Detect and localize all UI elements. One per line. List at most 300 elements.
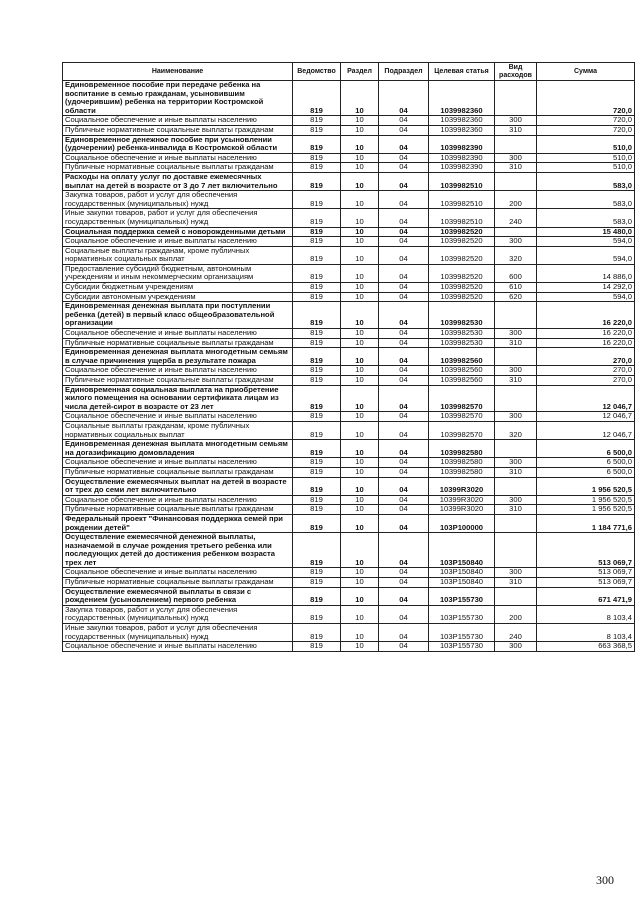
cell-sum: 513 069,7 (537, 578, 635, 588)
cell-section: 10 (341, 385, 379, 412)
cell-section: 10 (341, 624, 379, 642)
cell-subsection: 04 (379, 191, 429, 209)
cell-sum: 12 046,7 (537, 421, 635, 439)
cell-target: 1039982510 (429, 191, 495, 209)
cell-subsection: 04 (379, 135, 429, 153)
cell-name: Публичные нормативные социальные выплаты гражданам (63, 505, 293, 515)
cell-target: 103P150840 (429, 533, 495, 568)
cell-target: 1039982530 (429, 302, 495, 329)
cell-subsection: 04 (379, 458, 429, 468)
table-row (63, 329, 635, 339)
cell-kind (495, 477, 537, 495)
cell-section: 10 (341, 642, 379, 652)
cell-section: 10 (341, 568, 379, 578)
cell-subsection: 04 (379, 477, 429, 495)
cell-dept: 819 (293, 116, 341, 126)
cell-sum: 720,0 (537, 125, 635, 135)
cell-subsection: 04 (379, 568, 429, 578)
cell-section: 10 (341, 366, 379, 376)
cell-target: 1039982390 (429, 153, 495, 163)
cell-dept: 819 (293, 376, 341, 386)
cell-section: 10 (341, 125, 379, 135)
cell-target: 1039982520 (429, 246, 495, 264)
cell-kind (495, 135, 537, 153)
cell-target: 1039982360 (429, 116, 495, 126)
cell-kind (495, 302, 537, 329)
cell-name: Единовременная денежная выплата при поступлении ребенка (детей) в первый класс общеобразовательной организации (63, 302, 293, 329)
cell-name: Осуществление ежемесячных выплат на детей в возрасте от трех до семи лет включительно (63, 477, 293, 495)
cell-target: 1039982390 (429, 163, 495, 173)
cell-dept: 819 (293, 283, 341, 293)
page-number: 300 (596, 873, 614, 887)
cell-sum: 8 103,4 (537, 605, 635, 623)
cell-name: Единовременное пособие при передаче ребенка на воспитание в семью гражданам, усыновившим (удочерившим) ребенка на территории Костромской области (63, 81, 293, 116)
cell-name: Социальное обеспечение и иные выплаты населению (63, 495, 293, 505)
cell-sum: 1 956 520,5 (537, 505, 635, 515)
cell-kind: 300 (495, 412, 537, 422)
cell-dept: 819 (293, 578, 341, 588)
cell-dept: 819 (293, 302, 341, 329)
cell-section: 10 (341, 292, 379, 302)
cell-subsection: 04 (379, 172, 429, 190)
cell-sum: 1 956 520,5 (537, 495, 635, 505)
cell-kind: 300 (495, 237, 537, 247)
cell-name: Закупка товаров, работ и услуг для обеспечения государственных (муниципальных) нужд (63, 605, 293, 623)
cell-section: 10 (341, 153, 379, 163)
cell-kind: 320 (495, 421, 537, 439)
cell-section: 10 (341, 302, 379, 329)
cell-dept: 819 (293, 172, 341, 190)
cell-kind: 300 (495, 153, 537, 163)
cell-sum: 14 292,0 (537, 283, 635, 293)
cell-subsection: 04 (379, 495, 429, 505)
cell-target: 1039982390 (429, 135, 495, 153)
cell-sum: 720,0 (537, 116, 635, 126)
cell-sum: 594,0 (537, 237, 635, 247)
cell-dept: 819 (293, 292, 341, 302)
cell-kind (495, 587, 537, 605)
cell-subsection: 04 (379, 329, 429, 339)
cell-target: 1039982520 (429, 292, 495, 302)
cell-sum: 8 103,4 (537, 624, 635, 642)
cell-target: 1039982560 (429, 366, 495, 376)
cell-target: 1039982570 (429, 421, 495, 439)
cell-kind (495, 172, 537, 190)
cell-section: 10 (341, 209, 379, 227)
cell-name: Публичные нормативные социальные выплаты гражданам (63, 125, 293, 135)
table-row (63, 440, 635, 458)
cell-name: Публичные нормативные социальные выплаты гражданам (63, 578, 293, 588)
cell-sum: 671 471,9 (537, 587, 635, 605)
cell-name: Публичные нормативные социальные выплаты гражданам (63, 163, 293, 173)
cell-dept: 819 (293, 458, 341, 468)
cell-kind (495, 440, 537, 458)
cell-section: 10 (341, 246, 379, 264)
cell-dept: 819 (293, 495, 341, 505)
cell-dept: 819 (293, 135, 341, 153)
cell-target: 1039982520 (429, 227, 495, 237)
table-row (63, 533, 635, 568)
cell-name: Социальные выплаты гражданам, кроме публичных нормативных социальных выплат (63, 246, 293, 264)
cell-kind: 300 (495, 116, 537, 126)
cell-sum: 12 046,7 (537, 412, 635, 422)
cell-sum: 583,0 (537, 172, 635, 190)
cell-subsection: 04 (379, 366, 429, 376)
cell-target: 103P150840 (429, 568, 495, 578)
cell-subsection: 04 (379, 421, 429, 439)
cell-section: 10 (341, 587, 379, 605)
cell-subsection: 04 (379, 385, 429, 412)
table-row (63, 477, 635, 495)
cell-sum: 270,0 (537, 348, 635, 366)
cell-name: Субсидии бюджетным учреждениям (63, 283, 293, 293)
cell-sum: 583,0 (537, 209, 635, 227)
cell-section: 10 (341, 81, 379, 116)
cell-sum: 14 886,0 (537, 264, 635, 282)
header-section: Раздел (341, 63, 379, 81)
cell-name: Осуществление ежемесячной денежной выплаты, назначаемой в случае рождения третьего ребенка или последующих детей до достижения ребенком возраста трех лет (63, 533, 293, 568)
cell-kind (495, 533, 537, 568)
table-row (63, 376, 635, 386)
cell-target: 1039982530 (429, 338, 495, 348)
cell-sum: 663 368,5 (537, 642, 635, 652)
table-row (63, 81, 635, 116)
cell-subsection: 04 (379, 116, 429, 126)
cell-subsection: 04 (379, 412, 429, 422)
cell-sum: 16 220,0 (537, 302, 635, 329)
cell-name: Социальное обеспечение и иные выплаты населению (63, 237, 293, 247)
cell-kind: 310 (495, 376, 537, 386)
cell-name: Социальное обеспечение и иные выплаты населению (63, 458, 293, 468)
cell-target: 1039982580 (429, 467, 495, 477)
cell-sum: 510,0 (537, 153, 635, 163)
cell-section: 10 (341, 421, 379, 439)
cell-subsection: 04 (379, 81, 429, 116)
cell-dept: 819 (293, 412, 341, 422)
table-row (63, 605, 635, 623)
cell-sum: 1 956 520,5 (537, 477, 635, 495)
cell-dept: 819 (293, 477, 341, 495)
table-row (63, 624, 635, 642)
table-row (63, 467, 635, 477)
cell-name: Единовременная денежная выплата многодетным семьям на догазификацию домовладения (63, 440, 293, 458)
cell-name: Публичные нормативные социальные выплаты гражданам (63, 338, 293, 348)
cell-subsection: 04 (379, 587, 429, 605)
cell-kind: 200 (495, 605, 537, 623)
cell-sum: 510,0 (537, 163, 635, 173)
cell-target: 103P155730 (429, 642, 495, 652)
cell-subsection: 04 (379, 376, 429, 386)
cell-dept: 819 (293, 605, 341, 623)
cell-subsection: 04 (379, 292, 429, 302)
cell-target: 10399R3020 (429, 477, 495, 495)
cell-kind (495, 385, 537, 412)
table-row (63, 172, 635, 190)
cell-subsection: 04 (379, 302, 429, 329)
cell-dept: 819 (293, 338, 341, 348)
table-body (63, 81, 635, 652)
cell-target: 1039982510 (429, 209, 495, 227)
cell-target: 10399R3020 (429, 505, 495, 515)
cell-name: Социальное обеспечение и иные выплаты населению (63, 329, 293, 339)
cell-subsection: 04 (379, 348, 429, 366)
cell-subsection: 04 (379, 338, 429, 348)
cell-section: 10 (341, 237, 379, 247)
cell-kind: 240 (495, 209, 537, 227)
cell-name: Единовременное денежное пособие при усыновлении (удочерении) ребенка-инвалида в Костромской области (63, 135, 293, 153)
cell-subsection: 04 (379, 514, 429, 532)
cell-subsection: 04 (379, 440, 429, 458)
cell-kind (495, 514, 537, 532)
cell-kind (495, 348, 537, 366)
cell-dept: 819 (293, 237, 341, 247)
table-row (63, 283, 635, 293)
cell-section: 10 (341, 412, 379, 422)
cell-subsection: 04 (379, 283, 429, 293)
cell-dept: 819 (293, 385, 341, 412)
cell-kind: 310 (495, 578, 537, 588)
cell-name: Предоставление субсидий бюджетным, автономным учреждениям и иным некоммерческим организациям (63, 264, 293, 282)
cell-name: Единовременная денежная выплата многодетным семьям в случае причинения ущерба в результате пожара (63, 348, 293, 366)
cell-name: Осуществление ежемесячной выплаты в связи с рождением (усыновлением) первого ребенка (63, 587, 293, 605)
table-row (63, 385, 635, 412)
cell-section: 10 (341, 163, 379, 173)
cell-section: 10 (341, 227, 379, 237)
cell-subsection: 04 (379, 227, 429, 237)
cell-kind: 310 (495, 467, 537, 477)
cell-kind: 300 (495, 642, 537, 652)
cell-kind (495, 81, 537, 116)
cell-name: Закупка товаров, работ и услуг для обеспечения государственных (муниципальных) нужд (63, 191, 293, 209)
cell-dept: 819 (293, 366, 341, 376)
cell-section: 10 (341, 467, 379, 477)
cell-sum: 16 220,0 (537, 329, 635, 339)
cell-subsection: 04 (379, 467, 429, 477)
cell-dept: 819 (293, 209, 341, 227)
cell-target: 1039982520 (429, 283, 495, 293)
cell-target: 1039982570 (429, 412, 495, 422)
cell-section: 10 (341, 578, 379, 588)
cell-kind: 310 (495, 505, 537, 515)
table-row (63, 578, 635, 588)
table-row (63, 642, 635, 652)
cell-sum: 6 500,0 (537, 458, 635, 468)
cell-section: 10 (341, 376, 379, 386)
cell-dept: 819 (293, 568, 341, 578)
cell-kind: 310 (495, 338, 537, 348)
cell-dept: 819 (293, 421, 341, 439)
table-row (63, 421, 635, 439)
cell-sum: 1 184 771,6 (537, 514, 635, 532)
cell-dept: 819 (293, 163, 341, 173)
cell-target: 103P155730 (429, 605, 495, 623)
cell-section: 10 (341, 191, 379, 209)
cell-kind: 320 (495, 246, 537, 264)
cell-name: Социальные выплаты гражданам, кроме публичных нормативных социальных выплат (63, 421, 293, 439)
cell-target: 1039982360 (429, 81, 495, 116)
cell-subsection: 04 (379, 533, 429, 568)
cell-sum: 15 480,0 (537, 227, 635, 237)
cell-subsection: 04 (379, 237, 429, 247)
cell-target: 103P100000 (429, 514, 495, 532)
cell-sum: 513 069,7 (537, 568, 635, 578)
cell-name: Иные закупки товаров, работ и услуг для обеспечения государственных (муниципальных) нужд (63, 624, 293, 642)
cell-subsection: 04 (379, 642, 429, 652)
cell-section: 10 (341, 329, 379, 339)
cell-sum: 12 046,7 (537, 385, 635, 412)
cell-dept: 819 (293, 153, 341, 163)
cell-section: 10 (341, 172, 379, 190)
cell-target: 1039982510 (429, 172, 495, 190)
cell-section: 10 (341, 440, 379, 458)
table-row (63, 505, 635, 515)
cell-kind: 310 (495, 125, 537, 135)
cell-name: Публичные нормативные социальные выплаты гражданам (63, 467, 293, 477)
cell-target: 1039982580 (429, 440, 495, 458)
cell-section: 10 (341, 116, 379, 126)
budget-table (62, 62, 635, 652)
cell-name: Социальное обеспечение и иные выплаты населению (63, 568, 293, 578)
cell-kind: 300 (495, 366, 537, 376)
cell-subsection: 04 (379, 163, 429, 173)
cell-section: 10 (341, 605, 379, 623)
cell-kind: 310 (495, 163, 537, 173)
table-row (63, 246, 635, 264)
table-row (63, 514, 635, 532)
cell-sum: 510,0 (537, 135, 635, 153)
cell-section: 10 (341, 458, 379, 468)
cell-name: Социальное обеспечение и иные выплаты населению (63, 153, 293, 163)
cell-name: Публичные нормативные социальные выплаты гражданам (63, 376, 293, 386)
cell-target: 10399R3020 (429, 495, 495, 505)
cell-dept: 819 (293, 587, 341, 605)
cell-dept: 819 (293, 348, 341, 366)
cell-sum: 16 220,0 (537, 338, 635, 348)
cell-dept: 819 (293, 81, 341, 116)
cell-subsection: 04 (379, 624, 429, 642)
header-sum: Сумма (537, 63, 635, 81)
cell-sum: 720,0 (537, 81, 635, 116)
cell-name: Социальная поддержка семей с новорожденными детьми (63, 227, 293, 237)
cell-target: 103P155730 (429, 587, 495, 605)
cell-kind: 300 (495, 495, 537, 505)
cell-dept: 819 (293, 125, 341, 135)
header-dept: Ведомство (293, 63, 341, 81)
cell-section: 10 (341, 533, 379, 568)
cell-section: 10 (341, 338, 379, 348)
cell-subsection: 04 (379, 264, 429, 282)
cell-target: 1039982560 (429, 348, 495, 366)
cell-name: Социальное обеспечение и иные выплаты населению (63, 412, 293, 422)
table-row (63, 587, 635, 605)
table-row (63, 125, 635, 135)
cell-section: 10 (341, 348, 379, 366)
cell-name: Субсидии автономным учреждениям (63, 292, 293, 302)
cell-kind: 300 (495, 568, 537, 578)
cell-subsection: 04 (379, 209, 429, 227)
cell-target: 1039982520 (429, 237, 495, 247)
cell-subsection: 04 (379, 505, 429, 515)
cell-kind: 610 (495, 283, 537, 293)
cell-dept: 819 (293, 264, 341, 282)
table-row (63, 302, 635, 329)
cell-kind: 240 (495, 624, 537, 642)
cell-sum: 594,0 (537, 292, 635, 302)
header-subsection: Подраздел (379, 63, 429, 81)
cell-section: 10 (341, 264, 379, 282)
header-kind: Вид расходов (495, 63, 537, 81)
cell-kind: 620 (495, 292, 537, 302)
table-row (63, 237, 635, 247)
table-row (63, 348, 635, 366)
cell-name: Федеральный проект "Финансовая поддержка семей при рождении детей" (63, 514, 293, 532)
cell-dept: 819 (293, 467, 341, 477)
cell-target: 1039982360 (429, 125, 495, 135)
cell-target: 1039982570 (429, 385, 495, 412)
cell-name: Единовременная социальная выплата на приобретение жилого помещения на основании сертификата лицам из числа детей-сирот в возрасте от 23 лет (63, 385, 293, 412)
cell-sum: 594,0 (537, 246, 635, 264)
cell-subsection: 04 (379, 153, 429, 163)
table-row (63, 191, 635, 209)
cell-dept: 819 (293, 514, 341, 532)
cell-name: Социальное обеспечение и иные выплаты населению (63, 642, 293, 652)
table-row (63, 458, 635, 468)
cell-section: 10 (341, 514, 379, 532)
cell-section: 10 (341, 477, 379, 495)
cell-kind: 300 (495, 329, 537, 339)
cell-section: 10 (341, 135, 379, 153)
cell-target: 1039982560 (429, 376, 495, 386)
cell-dept: 819 (293, 505, 341, 515)
cell-target: 1039982530 (429, 329, 495, 339)
cell-target: 103P155730 (429, 624, 495, 642)
cell-dept: 819 (293, 329, 341, 339)
cell-dept: 819 (293, 642, 341, 652)
cell-dept: 819 (293, 227, 341, 237)
table-header-row (63, 63, 635, 81)
cell-sum: 270,0 (537, 376, 635, 386)
cell-name: Социальное обеспечение и иные выплаты населению (63, 116, 293, 126)
cell-section: 10 (341, 505, 379, 515)
cell-target: 103P150840 (429, 578, 495, 588)
table-row (63, 209, 635, 227)
cell-sum: 270,0 (537, 366, 635, 376)
table-row (63, 264, 635, 282)
cell-name: Иные закупки товаров, работ и услуг для обеспечения государственных (муниципальных) нужд (63, 209, 293, 227)
table-row (63, 163, 635, 173)
cell-sum: 6 500,0 (537, 467, 635, 477)
cell-target: 1039982520 (429, 264, 495, 282)
cell-sum: 583,0 (537, 191, 635, 209)
cell-kind: 600 (495, 264, 537, 282)
cell-sum: 513 069,7 (537, 533, 635, 568)
cell-name: Социальное обеспечение и иные выплаты населению (63, 366, 293, 376)
cell-dept: 819 (293, 191, 341, 209)
cell-kind: 300 (495, 458, 537, 468)
cell-subsection: 04 (379, 246, 429, 264)
cell-dept: 819 (293, 533, 341, 568)
cell-subsection: 04 (379, 125, 429, 135)
cell-dept: 819 (293, 624, 341, 642)
header-target: Целевая статья (429, 63, 495, 81)
cell-subsection: 04 (379, 578, 429, 588)
table-row (63, 135, 635, 153)
cell-target: 1039982580 (429, 458, 495, 468)
header-name: Наименование (63, 63, 293, 81)
cell-subsection: 04 (379, 605, 429, 623)
cell-sum: 6 500,0 (537, 440, 635, 458)
cell-dept: 819 (293, 440, 341, 458)
